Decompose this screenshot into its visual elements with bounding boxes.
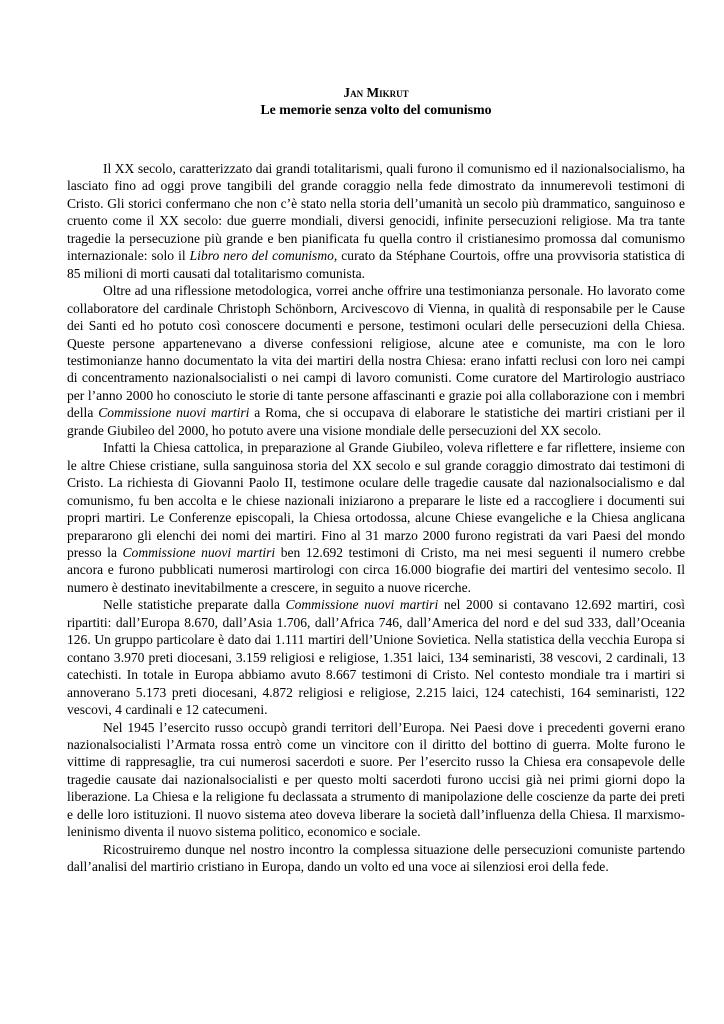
book-title: Libro nero del comunismo,	[189, 248, 338, 264]
text-run: Ricostruiremo dunque nel nostro incontro la complessa situazione delle persecuzioni comuniste partendo dall’analisi del martirio cristiano in Europa, dando un volto ed una voce ai silenziosi eroi della fede.	[67, 841, 685, 875]
text-run: nel 2000 si contavano 12.692 martiri, così ripartiti: dall’Europa 8.670, dall’Asia 1.706, dall’Africa 746, dall’America del nord e del sud 333, dall’Oceania 126. Un gruppo particolare è dato dai 1.111 martiri dell’Unione Sovietica. Nella statistica della vecchia Europa si contano 3.970 preti diocesani, 3.159 religiosi e religiose, 1.351 laici, 134 seminaristi, 38 vescovi, 2 cardinali, 13 catechisti. In totale in Europa abbiamo avuto 8.667 testimoni di Cristo. Nel contesto mondiale tra i martiri si annoverano 5.173 preti diocesani, 4.872 religiosi e religiose, 2.215 laici, 124 catechisti, 164 seminaristi, 122 vescovi, 4 cardinali e 12 catecumeni.	[67, 597, 685, 718]
text-run: ben 12.692 testimoni di Cristo, ma nei mesi seguenti il numero crebbe ancora e furono pubblicati numerosi martirologi con circa 16.000 biografie dei martiri del ventesimo secolo. Il numero è destinato inevitabilmente a crescere, in seguito a nuove ricerche.	[67, 544, 685, 595]
paragraph-5	[67, 719, 685, 841]
paragraph-1	[67, 160, 685, 282]
text-run: Nelle statistiche preparate dalla	[103, 597, 286, 613]
text-run: curato da Stéphane Courtois, offre una provvisoria statistica di 85 milioni di morti causati dal totalitarismo comunista.	[67, 248, 685, 281]
document-title: Le memorie senza volto del comunismo	[260, 102, 492, 117]
commission-name: Commissione nuovi martiri	[122, 544, 276, 560]
text-run: Oltre ad una riflessione metodologica, vorrei anche offrire una testimonianza personale. Ho lavorato come collaboratore del cardinale Christoph Schönborn, Arcivescovo di Vienna, in qualità di responsabile per le Cause dei Santi ed ho potuto così conoscere documenti e persone, testimoni oculari delle persecuzioni della Chiesa. Queste persone appartenevano a diverse confessioni religiose, alcune atee e comuniste, ma con le loro testimonianze hanno documentato la vita dei martiri della nostra Chiesa: erano infatti reclusi con loro nei campi di concentramento nazionalsocialisti o nei campi di lavoro comunisti. Come curatore del Martirologio austriaco per l’anno 2000 ho conosciuto le storie di tante persone affascinanti e grazie poi alla collaborazione con i membri della	[67, 283, 685, 421]
text-run: Il XX secolo, caratterizzato dai grandi totalitarismi, quali furono il comunismo ed il nazionalsocialismo, ha lasciato fino ad oggi prove tangibili del grande coraggio nella fede dimostrato da innumerevoli testimoni di Cristo. Gli storici confermano che non c’è stato nella storia dell’umanità un secolo più drammatico, sanguinoso e cruento come il XX secolo: due guerre mondiali, diversi genocidi, infinite persecuzioni religiose. Ma tra tante tragedie la persecuzione più grande e ben pianificata fu quella contro il cristianesimo promossa dal comunismo internazionale: solo il	[67, 161, 685, 264]
author-name: Jan Mikrut	[343, 85, 409, 100]
commission-name: Commissione nuovi martiri	[285, 597, 439, 613]
paragraph-6	[67, 841, 685, 876]
paragraph-2	[67, 282, 685, 439]
paragraph-3	[67, 439, 685, 596]
text-run: Nel 1945 l’esercito russo occupò grandi territori dell’Europa. Nei Paesi dove i precedenti governi erano nazionalsocialisti l’Armata rossa entrò come un vincitore con il diritto del bottino di guerra. Molte furono le vittime di rappresaglie, tra cui numerosi sacerdoti e suore. Per l’esercito russo la Chiesa era consapevole delle tragedie causate dai nazionalsocialisti e per questo molti sacerdoti furono uccisi già nei primi giorni dopo la liberazione. La Chiesa e la religione fu declassata a strumento di manipolazione delle coscienze da parte dei preti e delle loro istituzioni. Il nuovo sistema ateo doveva liberare la società dall’influenza della Chiesa. Il marxismo-leninismo diventa il nuovo sistema politico, economico e sociale.	[67, 719, 685, 840]
commission-name: Commissione nuovi martiri	[98, 405, 250, 421]
paragraph-4	[67, 596, 685, 718]
article-body	[67, 160, 685, 876]
text-run: a Roma, che si occupava di elaborare le statistiche dei martiri cristiani per il grande Giubileo del 2000, ho potuto avere una visione mondiale delle persecuzioni del XX secolo.	[67, 405, 686, 438]
text-run: Infatti la Chiesa cattolica, in preparazione al Grande Giubileo, voleva riflettere e far riflettere, insieme con le altre Chiese cristiane, sulla sanguinosa storia del XX secolo e sul grande coraggio dimostrato dai testimoni di Cristo. La richiesta di Giovanni Paolo II, testimone oculare delle tragedie causate dal nazionalsocialismo e dal comunismo, fu ben accolta e le chiese nazionali iniziarono a preparare le liste ed a raccogliere i documenti sui propri martiri. Le Conferenze episcopali, la Chiesa ortodossa, alcune Chiese evangeliche e la Chiesa anglicana prepararono gli elenchi dei nomi dei martiri. Fino al 31 marzo 2000 furono registrati da vari Paesi del mondo presso la	[67, 440, 685, 560]
document-page	[67, 84, 685, 876]
